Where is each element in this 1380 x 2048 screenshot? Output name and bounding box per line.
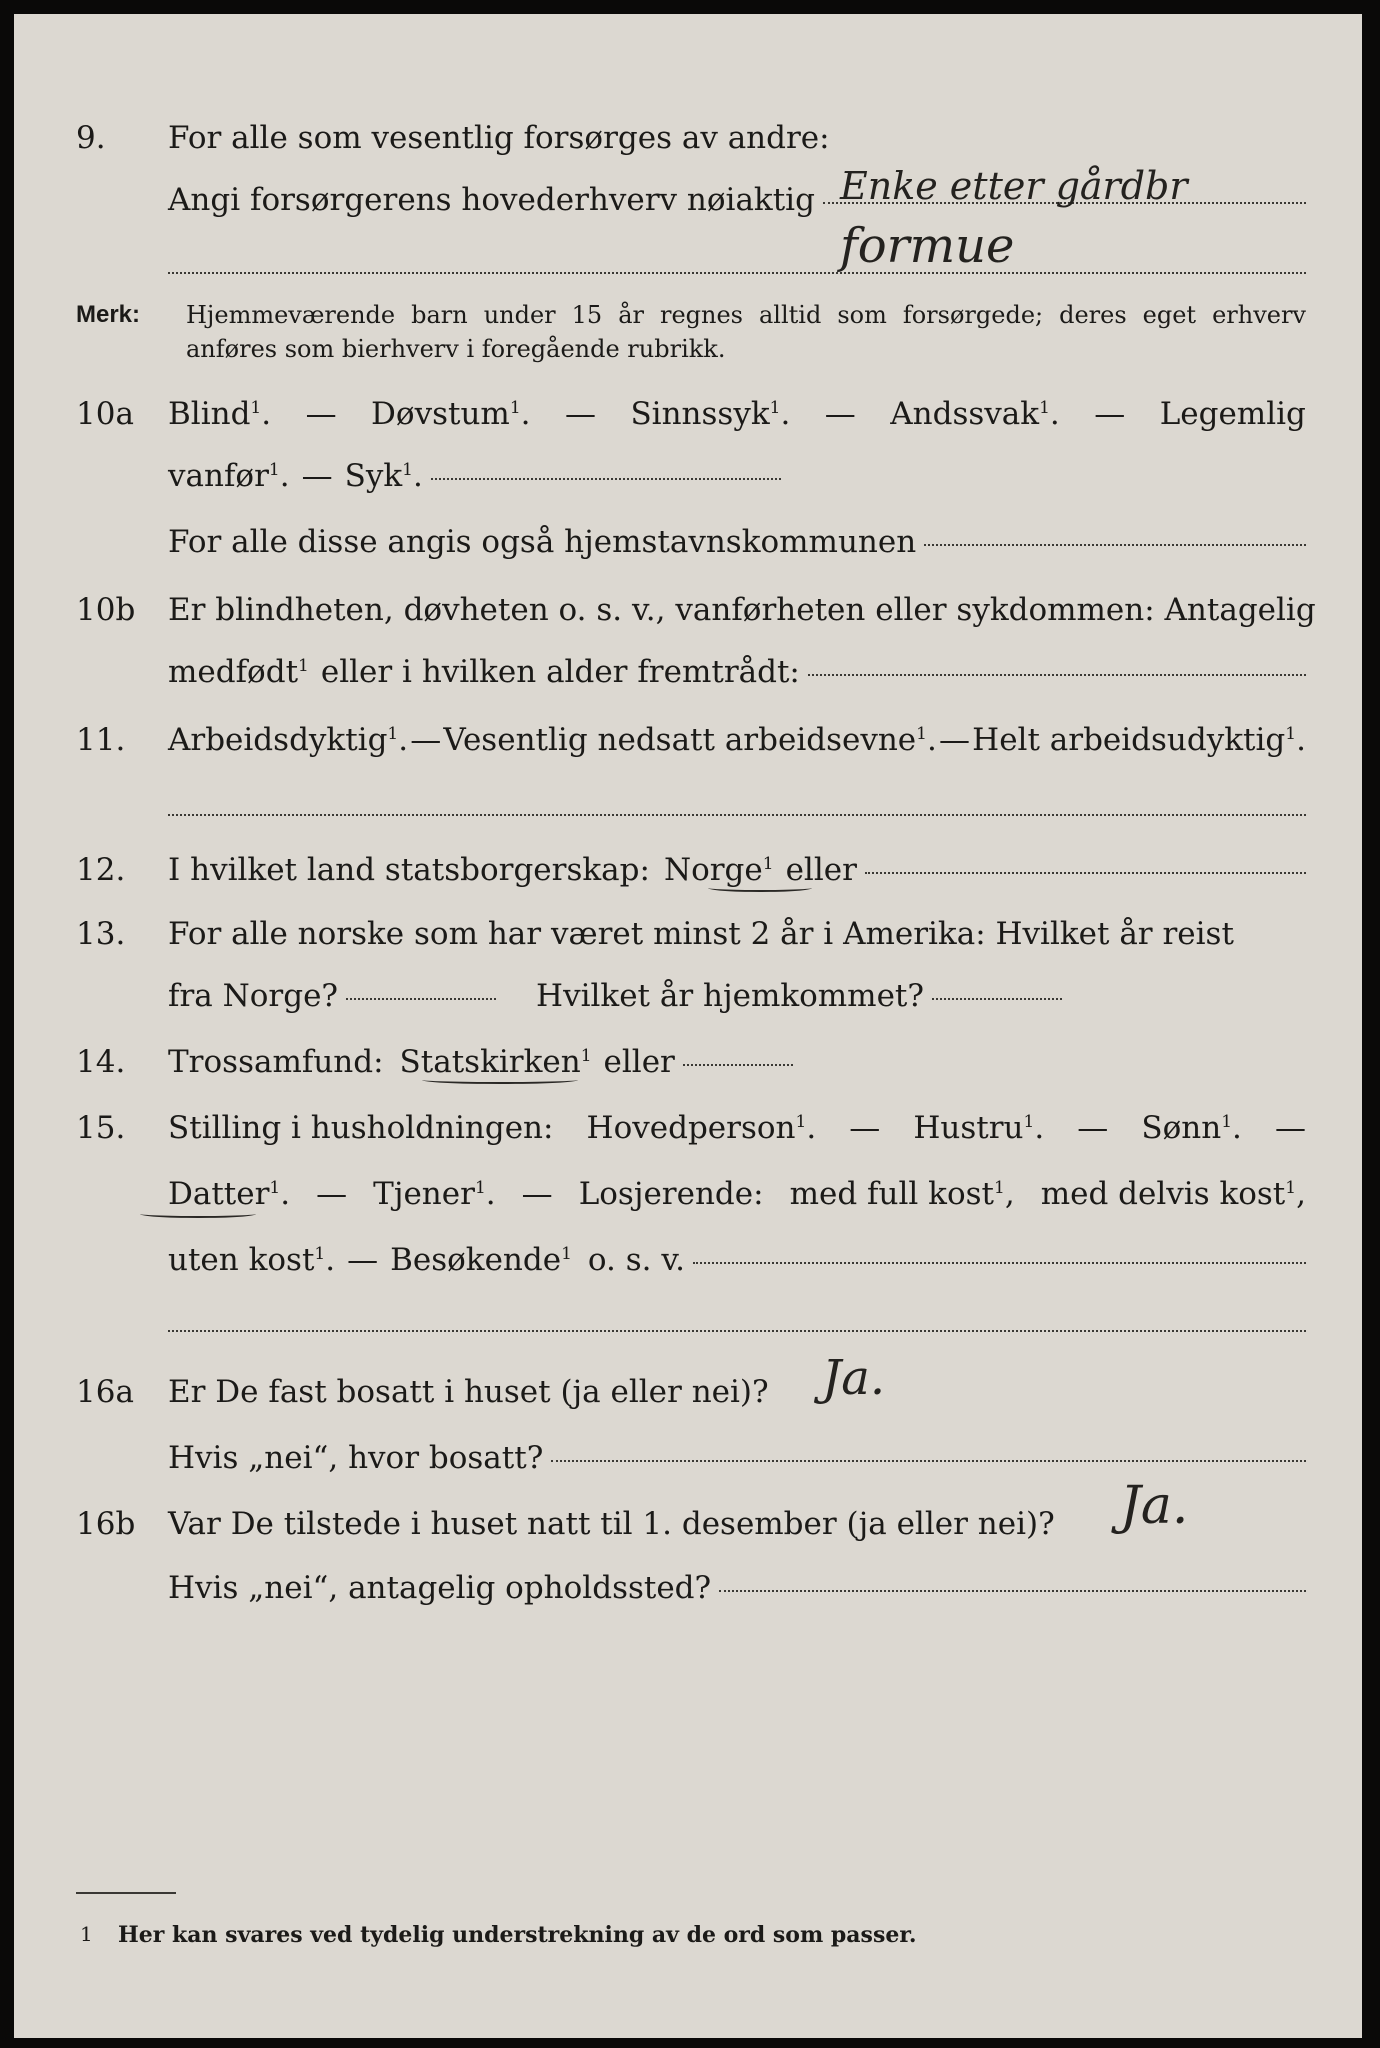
- q9-handwritten-answer-2: formue: [840, 218, 1015, 274]
- dash: —: [1274, 1110, 1306, 1146]
- dash: —: [316, 1176, 348, 1212]
- q12-row: [14, 842, 1362, 898]
- q10a-hjemstavn-answer-line[interactable]: [924, 544, 1306, 546]
- q10a-number: 10a: [76, 396, 134, 432]
- q11-option-arbeidsdyktig[interactable]: Arbeidsdyktig$^1$.: [168, 722, 409, 758]
- q11-answer-line[interactable]: [168, 814, 1306, 816]
- q16a-handwritten-answer: Ja.: [822, 1350, 886, 1406]
- q13-line-1: For alle norske som har været minst 2 år i Amerika: Hvilket år reist: [168, 916, 1234, 952]
- dash: —: [1077, 1110, 1109, 1146]
- q14-answer-line[interactable]: [683, 1064, 793, 1066]
- q9-number: 9.: [76, 120, 106, 156]
- dash: —: [347, 1242, 379, 1278]
- dash: —: [849, 1110, 881, 1146]
- q13-line-2b: Hvilket år hjemkommet?: [536, 978, 925, 1014]
- dash: —: [824, 396, 856, 432]
- q16b-answer-line[interactable]: [719, 1590, 1306, 1592]
- q14-text: Trossamfund:: [168, 1044, 384, 1080]
- q14-row: [14, 1034, 1362, 1090]
- q16b-handwritten-answer: Ja.: [1120, 1476, 1189, 1536]
- q10a-option-syk[interactable]: Syk$^1$.: [344, 458, 423, 494]
- q15-option-datter[interactable]: Datter$^1$.: [168, 1176, 291, 1212]
- q12-eller: eller: [785, 852, 857, 888]
- q10b-row-1: [14, 582, 1362, 638]
- q15-number: 15.: [76, 1110, 126, 1146]
- q12-option-norge[interactable]: Norge$^1$: [663, 852, 774, 888]
- footnote: [80, 1922, 917, 1948]
- q16a-number: 16a: [76, 1374, 134, 1410]
- q13-line-2a: fra Norge?: [168, 978, 339, 1014]
- q15-answer-line-2[interactable]: [168, 1330, 1306, 1332]
- q10b-row-2: [14, 644, 1362, 700]
- q11-option-nedsatt[interactable]: Vesentlig nedsatt arbeidsevne$^1$.: [443, 722, 937, 758]
- q10a-syk-answer-line[interactable]: [431, 478, 781, 480]
- dash: —: [521, 1176, 553, 1212]
- q10a-option-dovstum[interactable]: Døvstum$^1$.: [371, 396, 531, 432]
- merk-note: [14, 298, 1362, 368]
- q10b-line-1: Er blindheten, døvheten o. s. v., vanførheten eller sykdommen: Antagelig: [168, 592, 1316, 628]
- q10a-option-legemlig[interactable]: Legemlig: [1159, 396, 1306, 432]
- q10a-option-andssvak[interactable]: Andssvak$^1$.: [890, 396, 1060, 432]
- q10a-row-3: [14, 514, 1362, 570]
- q13-hjemkommet-answer-line[interactable]: [932, 998, 1062, 1000]
- q15-row-1: [14, 1100, 1362, 1156]
- q15-answer-line[interactable]: [693, 1262, 1306, 1264]
- dash: —: [1094, 396, 1126, 432]
- q10a-option-blind[interactable]: Blind$^1$.: [168, 396, 272, 432]
- dash: —: [301, 458, 333, 494]
- q9-row-1: [14, 110, 1362, 166]
- q10a-option-sinnssyk[interactable]: Sinnssyk$^1$.: [630, 396, 791, 432]
- merk-line-1: Hjemmeværende barn under 15 år regnes alltid som forsørgede; deres eget erhverv: [186, 301, 1306, 329]
- q12-text: I hvilket land statsborgerskap:: [168, 852, 650, 888]
- footnote-text: Her kan svares ved tydelig understrekning av de ord som passer.: [118, 1922, 917, 1948]
- q14-number: 14.: [76, 1044, 126, 1080]
- q15-option-uten-kost[interactable]: uten kost$^1$.: [168, 1242, 336, 1278]
- footnote-number: 1: [80, 1922, 93, 1946]
- q12-number: 12.: [76, 852, 126, 888]
- q9-line-2: Angi forsørgerens hovederhverv nøiaktig: [168, 182, 815, 218]
- q10b-option-medfodt[interactable]: medfødt$^1$: [168, 654, 309, 690]
- q16a-answer-line[interactable]: [551, 1460, 1306, 1462]
- q9-answer-line-2[interactable]: [168, 272, 1306, 274]
- q16a-line-1: Er De fast bosatt i huset (ja eller nei)?: [168, 1374, 769, 1410]
- q9-handwritten-answer-1: Enke etter gårdbr: [840, 164, 1188, 208]
- q16b-row-2: [14, 1560, 1362, 1616]
- census-form-page: [14, 14, 1362, 2038]
- q10a-row-2: [14, 448, 1362, 504]
- q15-option-full-kost[interactable]: med full kost$^1$,: [789, 1176, 1015, 1212]
- q16b-line-2: Hvis „nei“, antagelig opholdssted?: [168, 1570, 712, 1606]
- q16a-line-2: Hvis „nei“, hvor bosatt?: [168, 1440, 544, 1476]
- q13-number: 13.: [76, 916, 126, 952]
- q16b-line-1: Var De tilstede i huset natt til 1. desember (ja eller nei)?: [168, 1506, 1055, 1542]
- q15-datter-underline-mark: [140, 1210, 256, 1218]
- footnote-rule: [76, 1892, 176, 1894]
- q10b-line-2: eller i hvilken alder fremtrådt:: [320, 654, 800, 690]
- dash: —: [939, 722, 971, 758]
- q11-row: [14, 712, 1362, 768]
- q10a-line-3: For alle disse angis også hjemstavnskommunen: [168, 524, 917, 560]
- q11-option-udyktig[interactable]: Helt arbeidsudyktig$^1$.: [972, 722, 1306, 758]
- merk-line-2: anføres som bierhverv i foregående rubrikk.: [186, 335, 726, 363]
- q15-line-1a: Stilling i husholdningen:: [168, 1110, 554, 1146]
- dash: —: [564, 396, 596, 432]
- q13-row-2: [14, 968, 1362, 1024]
- dash: —: [305, 396, 337, 432]
- q15-option-sonn[interactable]: Sønn$^1$.: [1141, 1110, 1242, 1146]
- q16b-number: 16b: [76, 1506, 136, 1542]
- merk-label: Merk:: [76, 301, 141, 328]
- q10a-row-1: [14, 386, 1362, 442]
- q12-norge-underline-mark: [708, 884, 812, 892]
- q14-statskirken-underline-mark: [422, 1076, 578, 1084]
- q15-option-tjener[interactable]: Tjener$^1$.: [373, 1176, 496, 1212]
- q9-line-1: For alle som vesentlig forsørges av andre:: [168, 120, 830, 156]
- q13-row-1: [14, 906, 1362, 962]
- q12-answer-line[interactable]: [865, 872, 1306, 874]
- q16a-row-1: [14, 1364, 1362, 1420]
- q11-number: 11.: [76, 722, 126, 758]
- q15-option-delvis-kost[interactable]: med delvis kost$^1$,: [1040, 1176, 1306, 1212]
- q15-losjerende: Losjerende:: [578, 1176, 764, 1212]
- q15-option-besokende[interactable]: Besøkende$^1$: [390, 1242, 572, 1278]
- q15-row-3: [14, 1232, 1362, 1288]
- q10a-option-vanfor[interactable]: vanfør$^1$.: [168, 458, 290, 494]
- q14-option-statskirken[interactable]: Statskirken$^1$: [399, 1044, 592, 1080]
- q10b-answer-line[interactable]: [808, 674, 1306, 676]
- q10b-number: 10b: [76, 592, 136, 628]
- q14-eller: eller: [603, 1044, 675, 1080]
- q15-option-hustru[interactable]: Hustru$^1$.: [913, 1110, 1045, 1146]
- q13-reist-answer-line[interactable]: [346, 998, 496, 1000]
- q15-option-hovedperson[interactable]: Hovedperson$^1$.: [586, 1110, 817, 1146]
- q15-osv: o. s. v.: [587, 1242, 686, 1278]
- dash: —: [410, 722, 442, 758]
